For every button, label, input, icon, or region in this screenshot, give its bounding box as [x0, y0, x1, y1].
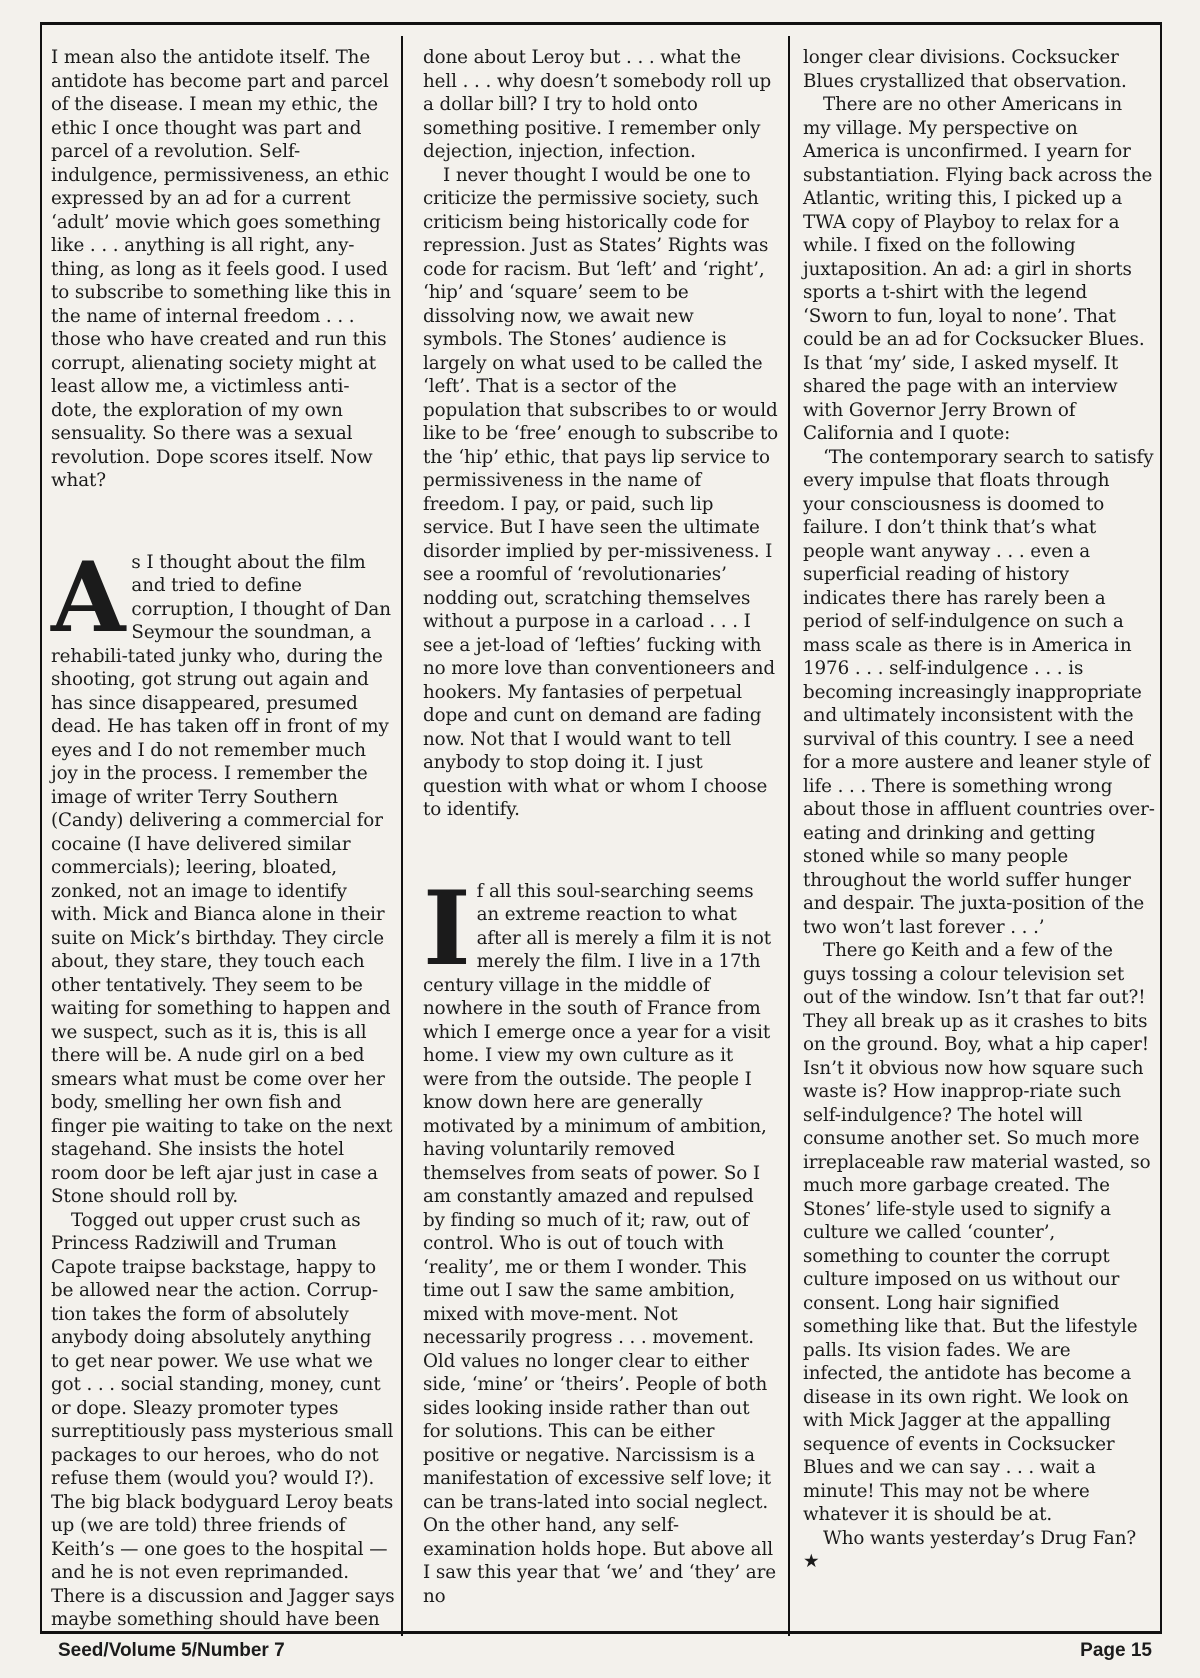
section-gap	[423, 822, 779, 880]
closing-paragraph: Who wants yesterday’s Drug Fan? ★	[803, 1527, 1137, 1572]
column-3	[803, 46, 1155, 1574]
paragraph-text: f all this soul-searching seems an extreme reaction to what after all is merely a film it is not merely the film. I live in a 17th century village in the middle of nowhere in the south of France from which I emerge once a year for a visit home. I view my own culture as it were from the outside. The people I know down here are generally motivated by a minimum of ambition, having voluntarily removed themselves from seats of power. So I am constantly amazed and repulsed by finding so much of it; raw, out of control. Who is out of touch with ‘reality’, me or them I wonder. This time out I saw the same ambition, mixed with move-ment. Not necessarily progress . . . movement. Old values no longer clear to either side, ‘mine’ or ‘theirs’. People of both sides looking inside rather than out for solutions. This can be either positive or negative. Narcissism is a manifestation of excessive self love; it can be trans-lated into social neglect. On the other hand, any self-examination holds hope. But above all I saw this year that ‘we’ and ‘they’ are no	[423, 880, 776, 1607]
column-rule	[401, 36, 403, 1636]
drop-cap: I	[423, 868, 471, 989]
footer-page-number: Page 15	[1080, 1640, 1152, 1661]
paragraph: done about Leroy but . . . what the hell . . . why doesn’t somebody roll up a dollar bill? I try to hold onto something positive. I remember only dejection, injection, infection.	[423, 47, 772, 162]
paragraph-dropcap	[51, 540, 395, 1209]
paragraph: There go Keith and a few of the guys tossing a colour television set out of the window. Isn’t that far out?! They all break up as it crashes to bits on the ground. Boy, what a hip caper! Isn’t it obvious now how square such waste is? How inapprop-riate such self-indulgence? The hotel will consume another set. So much more irreplaceable raw material wasted, so much more garbage created. The Stones’ life-style used to signify a culture we called ‘counter’, something to counter the corrupt culture imposed on us without our consent. Long hair signified something like that. But the lifestyle palls. Its vision fades. We are infected, the antidote has become a disease in its own right. We look on with Mick Jagger at the appalling sequence of events in Cocksucker Blues and we can say . . . wait a minute! This may not be where whatever it is should be at.	[803, 940, 1151, 1525]
paragraph-text: s I thought about the film and tried to define corruption, I thought of Dan Seymour the soundman, a rehabili-tated junky who, during the shooting, got strung out again and has since disappeared, presumed dead. He has taken off in front of my eyes and I do not remember much joy in the process. I remember the image of writer Terry Southern (Candy) delivering a commercial for cocaine (I have delivered similar commercials); leering, bloated, zonked, not an image to identify with. Mick and Bianca alone in their suite on Mick’s birthday. They circle about, they stare, they touch each other tentatively. They seem to be waiting for something to happen and we suspect, such as it is, this is all there will be. A nude girl on a bed smears what must be come over her body, smelling her own fish and finger pie waiting to take on the next stagehand. She insists the hotel room door be left ajar just in case a Stone should roll by.	[51, 551, 393, 1207]
column-2	[423, 46, 779, 1608]
quote-paragraph: ‘The contemporary search to satisfy every impulse that floats through your consciousness is doomed to failure. I don’t think that’s what people want anyway . . . even a superficial reading of history indicates there has rarely been a period of self-indulgence on such a mass scale as there is in America in 1976 . . . self-indulgence . . . is becoming increasingly inappropriate and ultimately inconsistent with the survival of this country. I see a need for a more austere and leaner style of life . . . There is something wrong about those in affluent countries over-eating and drinking and getting stoned while so many people throughout the world suffer hunger and despair. The juxta-position of the two won’t last forever . . .’	[803, 446, 1155, 938]
paragraph: I never thought I would be one to criticize the permissive society, such criticism being historically code for repression. Just as States’ Rights was code for racism. But ‘left’ and ‘right’, ‘hip’ and ‘square’ seem to be dissolving now, we await new symbols. The Stones’ audience is largely on what used to be called the ‘left’. That is a sector of the population that subscribes to or would like to be ‘free’ enough to subscribe to the ‘hip’ ethic, that pays lip service to permissiveness in the name of freedom. I pay, or paid, such lip service. But I have seen the ultimate disorder implied by per-missiveness. I see a roomful of ‘revolutionaries’ nodding out, scratching themselves without a purpose in a carload . . . I see a jet-load of ‘lefties’ fucking with no more love than conventioneers and hookers. My fantasies of perpetual dope and cunt on demand are fading now. Not that I would want to tell anybody to stop doing it. I just question with what or whom I choose to identify.	[423, 164, 779, 820]
paragraph-dropcap	[423, 868, 779, 1609]
column-rule	[788, 36, 790, 1636]
paragraph: longer clear divisions. Cocksucker Blues crystallized that observation.	[803, 47, 1127, 92]
paragraph: There are no other Americans in my village. My perspective on America is unconfirmed. I yearn for substantiation. Flying back across the Atlantic, writing this, I picked up a TWA copy of Playboy to relax for a while. I fixed on the following juxtaposition. An ad: a girl in shorts sports a t-shirt with the legend ‘Sworn to fun, loyal to none’. That could be an ad for Cocksucker Blues. Is that ‘my’ side, I asked myself. It shared the page with an interview with Governor Jerry Brown of California and I quote:	[803, 94, 1153, 444]
paragraph: Togged out upper crust such as Princess Radziwill and Truman Capote traipse backstage, happy to be allowed near the action. Corrup-tion takes the form of absolutely anybody doing absolutely anything to get near power. We use what we got . . . social standing, money, cunt or dope. Sleazy promoter types surreptitiously pass mysterious small packages to our heroes, who do not refuse them (would you? would I?). The big black bodyguard Leroy beats up (we are told) three friends of Keith’s — one goes to the hospital — and he is not even reprimanded. There is a discussion and Jagger says maybe something should have been	[51, 1209, 395, 1630]
column-1	[51, 46, 395, 1632]
paragraph: I mean also the antidote itself. The antidote has become part and parcel of the disease. I mean my ethic, the ethic I once thought was part and parcel of a revolution. Self-indulgence, permissiveness, an ethic expressed by an ad for a current ‘adult’ movie which goes something like . . . anything is all right, any-thing, as long as it feels good. I used to subscribe to something like this in the name of internal freedom . . . those who have created and run this corrupt, alienating society might at least allow me, a victimless anti-dote, the exploration of my own sensuality. So there was a sexual revolution. Dope scores itself. Now what?	[51, 47, 391, 491]
drop-cap: A	[51, 540, 126, 654]
footer-publication: Seed/Volume 5/Number 7	[58, 1640, 285, 1661]
